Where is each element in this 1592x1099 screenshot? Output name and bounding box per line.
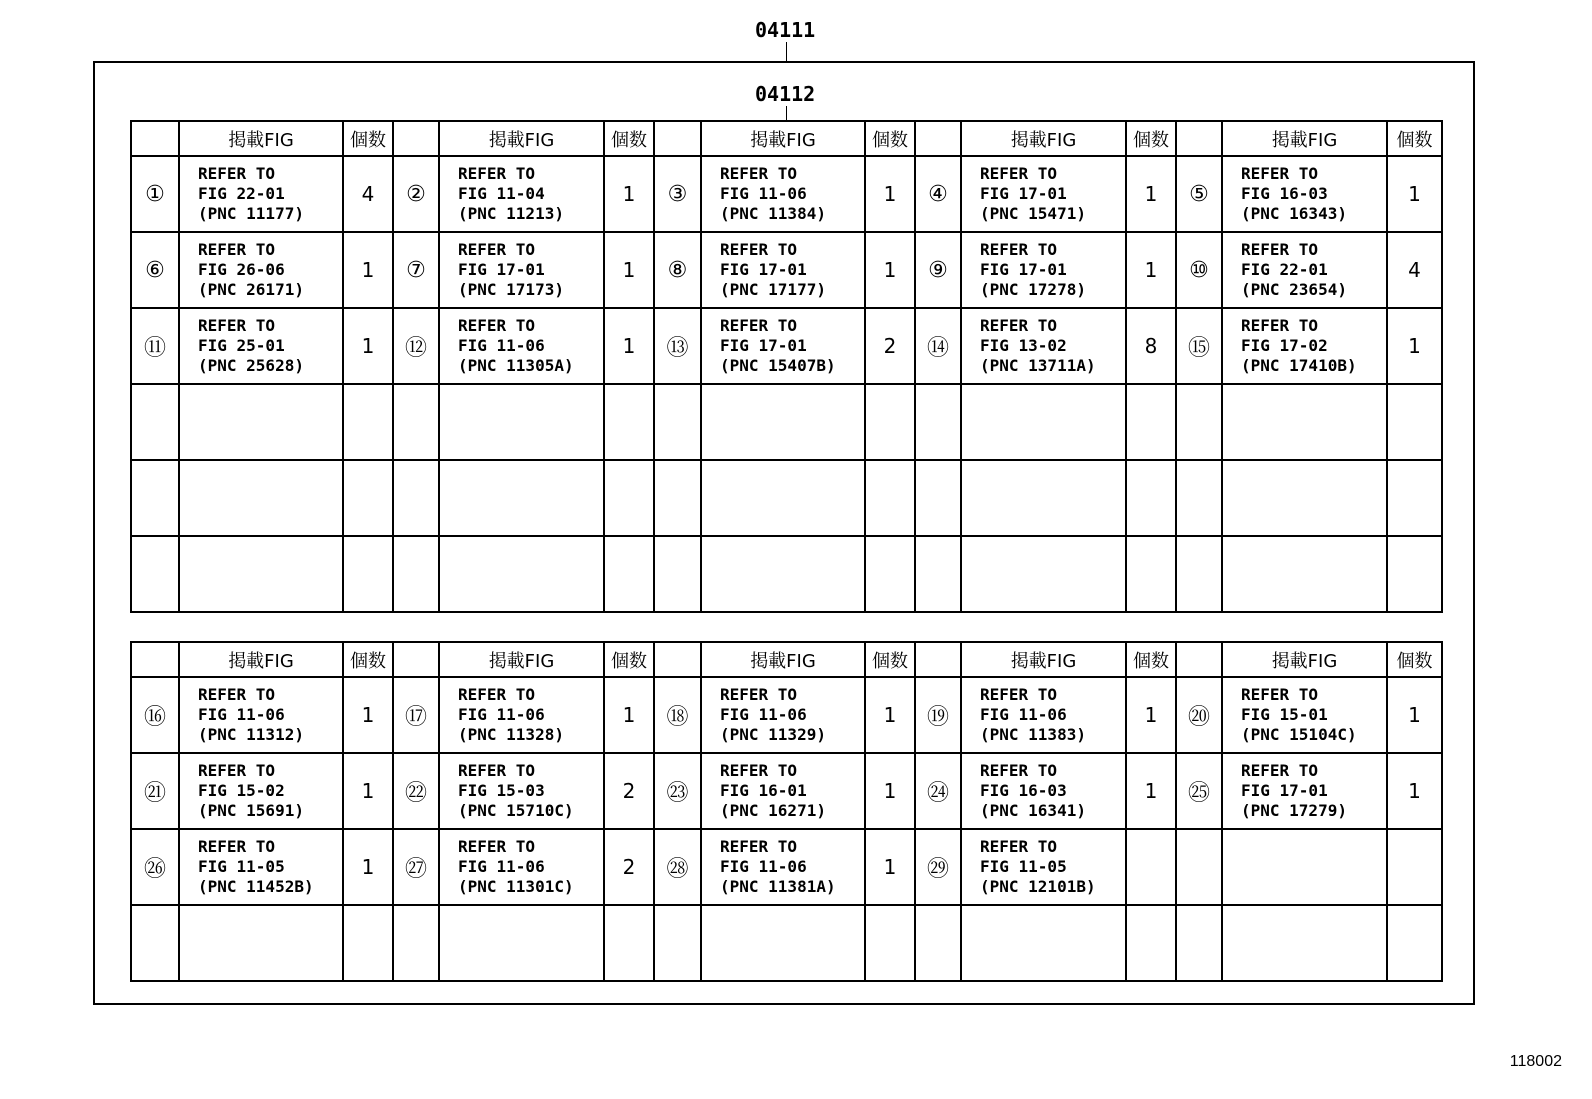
fig-reference: REFER TO FIG 11-06 (PNC 11312) — [179, 677, 343, 753]
item-number — [131, 905, 179, 981]
fig-reference — [1222, 829, 1387, 905]
item-number: ㉔ — [915, 753, 961, 829]
item-number: ② — [393, 156, 439, 232]
fig-reference: REFER TO FIG 17-01 (PNC 17279) — [1222, 753, 1387, 829]
fig-reference: REFER TO FIG 11-06 (PNC 11328) — [439, 677, 604, 753]
fig-reference: REFER TO FIG 16-03 (PNC 16343) — [1222, 156, 1387, 232]
header-qty-cell: 個数 — [1387, 121, 1442, 156]
quantity — [1126, 384, 1176, 460]
item-number: ③ — [654, 156, 701, 232]
fig-reference: REFER TO FIG 17-01 (PNC 17173) — [439, 232, 604, 308]
quantity: 8 — [1126, 308, 1176, 384]
header-num-cell — [915, 642, 961, 677]
item-number — [1176, 460, 1222, 536]
fig-reference — [701, 905, 865, 981]
item-number: ④ — [915, 156, 961, 232]
quantity — [1387, 460, 1442, 536]
header-qty-cell: 個数 — [865, 121, 915, 156]
item-number: ⑪ — [131, 308, 179, 384]
fig-reference: REFER TO FIG 15-03 (PNC 15710C) — [439, 753, 604, 829]
quantity: 1 — [865, 753, 915, 829]
fig-reference — [179, 536, 343, 612]
quantity — [1387, 829, 1442, 905]
quantity: 1 — [1387, 156, 1442, 232]
item-number: ⑥ — [131, 232, 179, 308]
fig-reference: REFER TO FIG 11-05 (PNC 11452B) — [179, 829, 343, 905]
header-qty-cell: 個数 — [1126, 642, 1176, 677]
header-row — [131, 642, 1442, 677]
header-fig-cell: 掲載FIG — [439, 121, 604, 156]
item-number: ⑰ — [393, 677, 439, 753]
quantity: 2 — [865, 308, 915, 384]
fig-reference — [701, 384, 865, 460]
header-num-cell — [393, 121, 439, 156]
quantity: 1 — [343, 753, 393, 829]
item-number — [654, 905, 701, 981]
fig-reference — [179, 905, 343, 981]
item-number: ⑤ — [1176, 156, 1222, 232]
fig-reference: REFER TO FIG 11-06 (PNC 11329) — [701, 677, 865, 753]
quantity: 1 — [1387, 308, 1442, 384]
header-num-cell — [1176, 121, 1222, 156]
quantity: 1 — [865, 677, 915, 753]
quantity — [865, 460, 915, 536]
header-num-cell — [1176, 642, 1222, 677]
header-qty-cell: 個数 — [1126, 121, 1176, 156]
inner-label-leader — [786, 106, 787, 120]
quantity — [604, 460, 654, 536]
quantity: 1 — [1126, 232, 1176, 308]
item-number: ㉘ — [654, 829, 701, 905]
fig-reference: REFER TO FIG 26-06 (PNC 26171) — [179, 232, 343, 308]
fig-reference — [701, 536, 865, 612]
item-number — [1176, 536, 1222, 612]
quantity — [604, 536, 654, 612]
quantity: 1 — [604, 232, 654, 308]
table-row — [131, 384, 1442, 460]
fig-reference — [1222, 536, 1387, 612]
header-fig-cell: 掲載FIG — [701, 121, 865, 156]
item-number — [131, 460, 179, 536]
item-number: ⑱ — [654, 677, 701, 753]
item-number: ㉓ — [654, 753, 701, 829]
header-fig-cell: 掲載FIG — [701, 642, 865, 677]
fig-reference: REFER TO FIG 11-06 (PNC 11301C) — [439, 829, 604, 905]
item-number: ㉙ — [915, 829, 961, 905]
fig-reference — [179, 460, 343, 536]
quantity — [604, 905, 654, 981]
quantity — [1126, 905, 1176, 981]
fig-reference — [961, 905, 1126, 981]
fig-reference: REFER TO FIG 22-01 (PNC 11177) — [179, 156, 343, 232]
table-row — [131, 905, 1442, 981]
item-number: ㉕ — [1176, 753, 1222, 829]
item-number — [131, 384, 179, 460]
fig-reference: REFER TO FIG 17-01 (PNC 17177) — [701, 232, 865, 308]
fig-reference: REFER TO FIG 17-01 (PNC 15407B) — [701, 308, 865, 384]
table-row — [131, 156, 1442, 232]
quantity — [343, 536, 393, 612]
quantity — [1387, 536, 1442, 612]
header-fig-cell: 掲載FIG — [961, 121, 1126, 156]
quantity: 1 — [343, 308, 393, 384]
quantity: 1 — [865, 156, 915, 232]
fig-reference — [961, 460, 1126, 536]
outer-assembly-label: 04111 — [755, 18, 816, 42]
item-number: ① — [131, 156, 179, 232]
quantity — [343, 460, 393, 536]
quantity: 1 — [1387, 753, 1442, 829]
fig-reference — [1222, 460, 1387, 536]
quantity: 1 — [1126, 753, 1176, 829]
item-number — [1176, 905, 1222, 981]
item-number: ⑨ — [915, 232, 961, 308]
item-number — [654, 536, 701, 612]
header-row — [131, 121, 1442, 156]
table-row — [131, 232, 1442, 308]
quantity: 4 — [1387, 232, 1442, 308]
fig-reference — [701, 460, 865, 536]
quantity: 1 — [865, 232, 915, 308]
quantity — [1126, 829, 1176, 905]
header-fig-cell: 掲載FIG — [961, 642, 1126, 677]
header-fig-cell: 掲載FIG — [439, 642, 604, 677]
item-number — [393, 536, 439, 612]
figure-id: 118002 — [1509, 1053, 1562, 1070]
item-number: ⑮ — [1176, 308, 1222, 384]
item-number — [393, 384, 439, 460]
item-number: ⑭ — [915, 308, 961, 384]
header-qty-cell: 個数 — [604, 642, 654, 677]
table-row — [131, 753, 1442, 829]
inner-assembly-label: 04112 — [755, 82, 816, 106]
quantity: 1 — [343, 232, 393, 308]
header-fig-cell: 掲載FIG — [179, 642, 343, 677]
item-number: ㉒ — [393, 753, 439, 829]
fig-reference — [439, 384, 604, 460]
fig-reference: REFER TO FIG 15-02 (PNC 15691) — [179, 753, 343, 829]
item-number — [654, 460, 701, 536]
quantity: 1 — [1387, 677, 1442, 753]
outer-label-leader — [786, 42, 787, 61]
fig-reference — [961, 384, 1126, 460]
header-fig-cell: 掲載FIG — [1222, 121, 1387, 156]
quantity — [343, 384, 393, 460]
quantity — [865, 384, 915, 460]
item-number: ⑲ — [915, 677, 961, 753]
quantity: 1 — [1126, 156, 1176, 232]
header-qty-cell: 個数 — [865, 642, 915, 677]
quantity: 2 — [604, 829, 654, 905]
item-number — [131, 536, 179, 612]
item-number — [915, 536, 961, 612]
item-number — [393, 905, 439, 981]
fig-reference — [1222, 905, 1387, 981]
item-number — [654, 384, 701, 460]
quantity — [865, 536, 915, 612]
fig-reference — [961, 536, 1126, 612]
table-row — [131, 829, 1442, 905]
fig-reference: REFER TO FIG 11-04 (PNC 11213) — [439, 156, 604, 232]
quantity — [1126, 536, 1176, 612]
header-fig-cell: 掲載FIG — [1222, 642, 1387, 677]
fig-reference: REFER TO FIG 16-03 (PNC 16341) — [961, 753, 1126, 829]
item-number: ⑧ — [654, 232, 701, 308]
quantity: 1 — [604, 308, 654, 384]
header-num-cell — [915, 121, 961, 156]
fig-reference: REFER TO FIG 25-01 (PNC 25628) — [179, 308, 343, 384]
item-number — [915, 905, 961, 981]
quantity: 1 — [604, 677, 654, 753]
header-num-cell — [654, 121, 701, 156]
parts-table-top — [130, 120, 1443, 613]
quantity — [1387, 905, 1442, 981]
item-number: ⑩ — [1176, 232, 1222, 308]
fig-reference: REFER TO FIG 22-01 (PNC 23654) — [1222, 232, 1387, 308]
quantity — [1387, 384, 1442, 460]
header-qty-cell: 個数 — [343, 642, 393, 677]
fig-reference: REFER TO FIG 15-01 (PNC 15104C) — [1222, 677, 1387, 753]
item-number: ⑳ — [1176, 677, 1222, 753]
quantity — [343, 905, 393, 981]
header-qty-cell: 個数 — [343, 121, 393, 156]
quantity — [865, 905, 915, 981]
item-number — [915, 460, 961, 536]
fig-reference: REFER TO FIG 11-05 (PNC 12101B) — [961, 829, 1126, 905]
item-number: ㉖ — [131, 829, 179, 905]
quantity: 4 — [343, 156, 393, 232]
fig-reference: REFER TO FIG 13-02 (PNC 13711A) — [961, 308, 1126, 384]
fig-reference: REFER TO FIG 17-02 (PNC 17410B) — [1222, 308, 1387, 384]
fig-reference — [179, 384, 343, 460]
parts-table-bottom — [130, 641, 1443, 982]
table-row — [131, 536, 1442, 612]
fig-reference: REFER TO FIG 17-01 (PNC 15471) — [961, 156, 1126, 232]
item-number: ⑫ — [393, 308, 439, 384]
item-number — [393, 460, 439, 536]
item-number: ⑬ — [654, 308, 701, 384]
quantity — [1126, 460, 1176, 536]
header-num-cell — [654, 642, 701, 677]
header-num-cell — [131, 642, 179, 677]
item-number: ㉗ — [393, 829, 439, 905]
fig-reference — [439, 536, 604, 612]
item-number: ㉑ — [131, 753, 179, 829]
fig-reference: REFER TO FIG 16-01 (PNC 16271) — [701, 753, 865, 829]
header-num-cell — [393, 642, 439, 677]
quantity: 1 — [1126, 677, 1176, 753]
fig-reference: REFER TO FIG 17-01 (PNC 17278) — [961, 232, 1126, 308]
table-row — [131, 308, 1442, 384]
table-row — [131, 677, 1442, 753]
item-number: ⑯ — [131, 677, 179, 753]
quantity — [604, 384, 654, 460]
header-num-cell — [131, 121, 179, 156]
fig-reference: REFER TO FIG 11-06 (PNC 11381A) — [701, 829, 865, 905]
quantity: 1 — [343, 677, 393, 753]
header-fig-cell: 掲載FIG — [179, 121, 343, 156]
fig-reference — [1222, 384, 1387, 460]
item-number: ⑦ — [393, 232, 439, 308]
quantity: 2 — [604, 753, 654, 829]
header-qty-cell: 個数 — [1387, 642, 1442, 677]
header-qty-cell: 個数 — [604, 121, 654, 156]
item-number — [915, 384, 961, 460]
fig-reference: REFER TO FIG 11-06 (PNC 11305A) — [439, 308, 604, 384]
fig-reference — [439, 905, 604, 981]
fig-reference — [439, 460, 604, 536]
quantity: 1 — [604, 156, 654, 232]
quantity: 1 — [865, 829, 915, 905]
fig-reference: REFER TO FIG 11-06 (PNC 11384) — [701, 156, 865, 232]
fig-reference: REFER TO FIG 11-06 (PNC 11383) — [961, 677, 1126, 753]
item-number — [1176, 384, 1222, 460]
quantity: 1 — [343, 829, 393, 905]
item-number — [1176, 829, 1222, 905]
table-row — [131, 460, 1442, 536]
